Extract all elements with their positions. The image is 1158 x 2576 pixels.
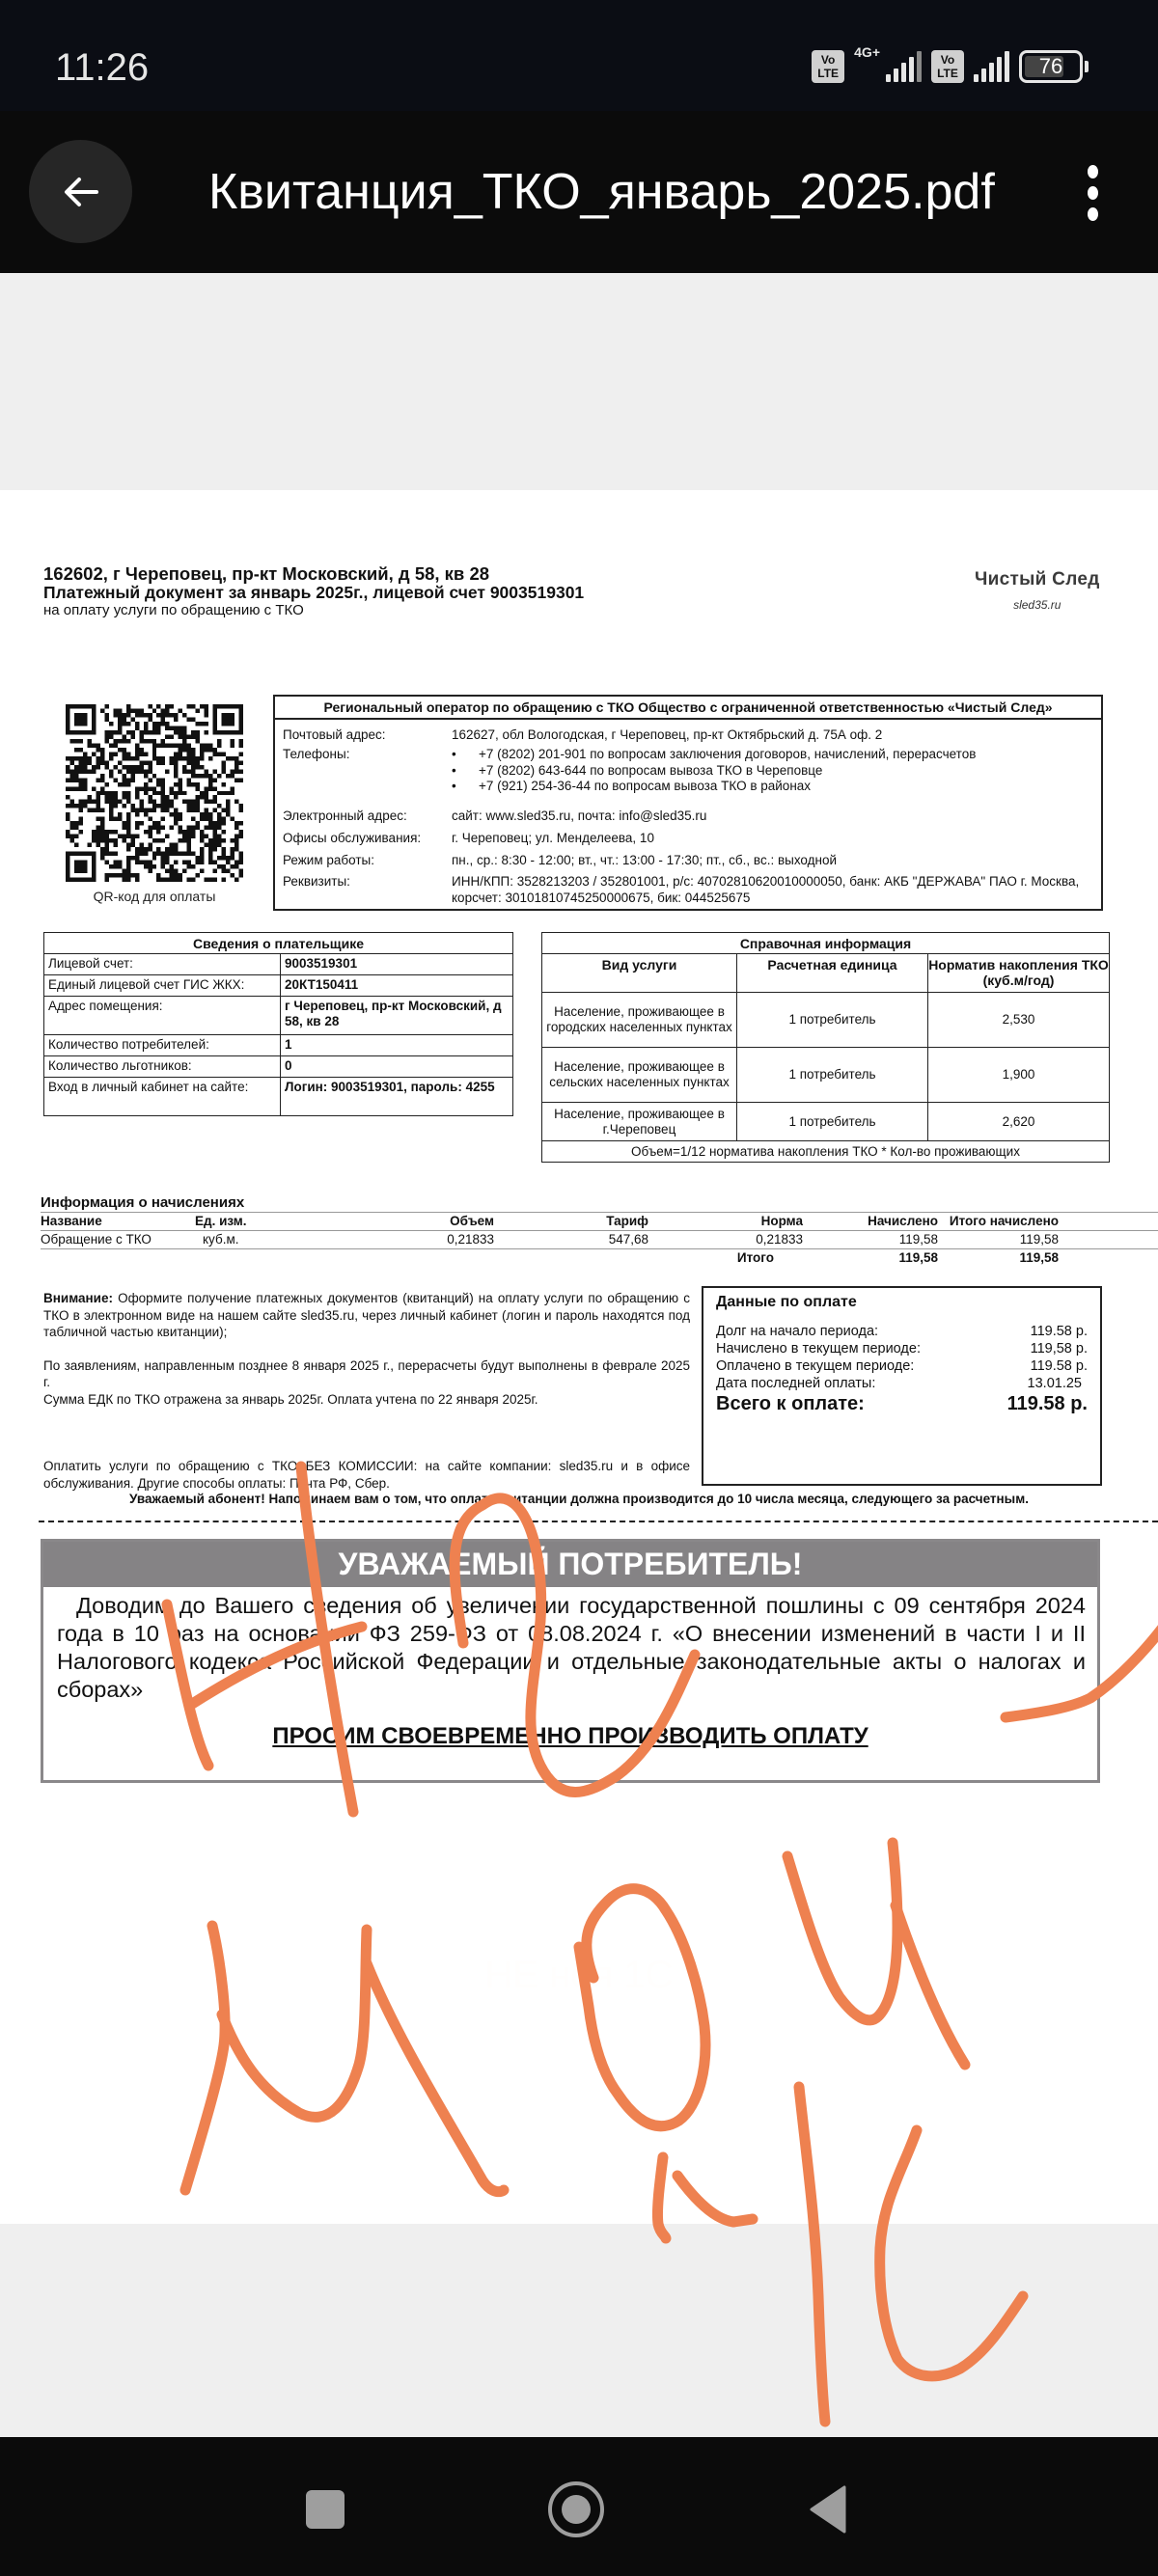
payment-value: 119,58 р. — [1030, 1341, 1088, 1357]
more-options-button[interactable] — [1065, 159, 1119, 227]
operator-value: 162627, обл Вологодская, г Череповец, пр-кт Октябрьский д. 75А оф. 2 — [452, 727, 883, 742]
payer-label: Количество льготников: — [44, 1056, 281, 1078]
payment-label: Начислено в текущем периоде: — [716, 1341, 921, 1357]
total-label: Итого — [736, 1250, 774, 1265]
charges-title: Информация о начислениях — [41, 1194, 1158, 1213]
reference-cell: 1 потребитель — [737, 993, 928, 1048]
column-header: Объем — [450, 1214, 494, 1228]
operator-value: пн., ср.: 8:30 - 12:00; вт., чт.: 13:00 - 17:30; пт., сб., вс.: выходной — [452, 853, 838, 867]
operator-row — [283, 831, 1093, 847]
attention-label: Внимание: — [43, 1291, 113, 1305]
recalc-note: По заявлениям, направленным позднее 8 января 2025 г., перерасчеты будут выполнены в феврале 2025 г. — [43, 1357, 690, 1389]
table-row — [44, 1056, 513, 1078]
announcement-box — [41, 1539, 1100, 1783]
edk-note: Сумма ЕДК по ТКО отражена за январь 2025г. Оплата учтена по 22 января 2025г. — [43, 1391, 538, 1407]
column-header: Расчетная единица — [737, 954, 928, 993]
pdf-viewer[interactable] — [0, 273, 1158, 2437]
table-row — [44, 954, 513, 975]
more-vertical-icon — [1088, 165, 1098, 178]
operator-row — [283, 727, 1093, 744]
attention-text: Оформите получение платежных документов (квитанций) на оплату услуги по обращению с ТКО в электронном виде на нашем сайте sled35.ru, через личный кабинет (логин и пароль находятся под табличной частью квитанции); — [43, 1291, 690, 1339]
column-header: Тариф — [606, 1214, 648, 1228]
recents-square-icon — [304, 2488, 346, 2531]
qr-caption: QR-код для оплаты — [93, 889, 216, 904]
battery-tip — [1085, 61, 1089, 72]
payment-row — [716, 1357, 1088, 1375]
payment-value: 13.01.25 — [1027, 1376, 1082, 1391]
payer-table — [43, 932, 513, 1116]
operator-value: ИНН/КПП: 3528213203 / 352801001, р/с: 40702810620010000050, банк: АКБ "ДЕРЖАВА" ПАО г. Москва, корсчет: 30101810745250000675, бик: 044525675 — [452, 874, 1080, 905]
reference-cell: 2,620 — [928, 1103, 1110, 1141]
operator-row — [283, 808, 1093, 825]
total-due-label: Всего к оплате: — [716, 1393, 865, 1414]
operator-label: Почтовый адрес: — [283, 727, 386, 742]
table-row — [44, 1035, 513, 1056]
table-row — [44, 997, 513, 1035]
total-due-value: 119.58 р. — [1006, 1393, 1088, 1414]
charge-cell: 119,58 — [898, 1232, 938, 1247]
operator-label: Офисы обслуживания: — [283, 831, 422, 845]
column-header: Норма — [760, 1214, 803, 1228]
announcement-body: Доводим до Вашего сведения об увеличении государственной пошлины с 09 сентября 2024 года в 10 раз на основании ФЗ 259-ФЗ от 08.08.2024 г. «О внесении изменений в части I и II Налогового кодекса Российской Федерации и отдельные законодательные акты о налогах и сборах» — [57, 1593, 1086, 1702]
document-title: Квитанция_ТКО_январь_2025.pdf — [208, 164, 995, 220]
table-row — [44, 975, 513, 997]
reference-cell: 1 потребитель — [737, 1048, 928, 1103]
column-header: Вид услуги — [542, 954, 737, 993]
app-bar — [0, 111, 1158, 273]
navigation-bar — [0, 2437, 1158, 2576]
more-dot — [1088, 207, 1098, 221]
payment-row — [716, 1340, 1088, 1357]
signal-icon — [886, 51, 922, 82]
home-circle-icon — [547, 2480, 605, 2538]
reference-cell: Население, проживающее в г.Череповец — [542, 1103, 737, 1141]
charge-cell: 547,68 — [608, 1232, 648, 1247]
announcement-cta: ПРОСИМ СВОЕВРЕМЕННО ПРОИЗВОДИТЬ ОПЛАТУ — [272, 1723, 868, 1749]
reference-table-title: Справочная информация — [542, 933, 1110, 954]
operator-label: Электронный адрес: — [283, 808, 407, 823]
operator-label: Режим работы: — [283, 853, 374, 867]
status-time: 11:26 — [55, 46, 150, 89]
payment-label: Долг на начало периода: — [716, 1324, 879, 1339]
table-row — [44, 1078, 513, 1116]
charge-cell: 0,21833 — [756, 1232, 803, 1247]
payment-reminder: Уважаемый абонент! Напоминаем вам о том, что оплата квитанции должна производится до 10 числа месяца, следующего за расчетным. — [129, 1492, 1029, 1506]
pdf-page — [0, 490, 1158, 2224]
column-header: Начислено — [868, 1214, 938, 1228]
phone-item: • +7 (8202) 643-644 по вопросам вывоза ТКО в Череповце — [452, 763, 1093, 780]
payer-value: 1 — [281, 1035, 513, 1056]
payment-value: 119.58 р. — [1030, 1358, 1088, 1374]
status-bar — [0, 0, 1158, 111]
arrow-left-icon — [60, 171, 102, 213]
payer-value: г Череповец, пр-кт Московский, д 58, кв 28 — [281, 997, 513, 1035]
status-icons — [812, 44, 1089, 83]
phone-item: • +7 (8202) 201-901 по вопросам заключения договоров, начислений, перерасчетов — [452, 747, 1093, 763]
payment-title: Данные по оплате — [716, 1294, 857, 1310]
operator-label: Телефоны: — [283, 747, 350, 761]
reference-footnote: Объем=1/12 норматива накопления ТКО * Кол-во проживающих — [542, 1141, 1110, 1163]
qr-modules — [66, 704, 243, 882]
volte-icon: Vo LTE — [812, 50, 844, 83]
column-header: Норматив накопления ТКО (куб.м/год) — [928, 954, 1110, 993]
charge-cell: куб.м. — [203, 1232, 239, 1247]
document-header — [43, 563, 584, 619]
document-heading: Платежный документ за январь 2025г., лицевой счет 9003519301 — [43, 583, 585, 602]
logo-site: sled35.ru — [1013, 598, 1062, 612]
phone-item: • +7 (921) 254-36-44 по вопросам вывоза ТКО в районах — [452, 779, 1093, 795]
payment-summary — [702, 1286, 1102, 1486]
table-row — [542, 1103, 1110, 1141]
back-button[interactable] — [29, 140, 132, 243]
system-back-button[interactable] — [793, 2476, 861, 2543]
qr-code — [66, 704, 243, 882]
charge-cell: 119,58 — [1019, 1232, 1059, 1247]
announcement-heading: УВАЖАЕМЫЙ ПОТРЕБИТЕЛЬ! — [43, 1542, 1097, 1587]
charge-cell: Обращение с ТКО — [41, 1232, 152, 1247]
reference-cell: 1 потребитель — [737, 1103, 928, 1141]
company-logo — [975, 569, 1100, 612]
payment-value: 119.58 р. — [1030, 1324, 1088, 1339]
volte-icon-sim2: Vo LTE — [931, 50, 964, 83]
battery-percent: 76 — [1038, 54, 1063, 78]
payment-label: Дата последней оплаты: — [716, 1376, 876, 1391]
payer-value: 0 — [281, 1056, 513, 1078]
notice-text — [43, 1290, 690, 1508]
payment-row — [716, 1375, 1088, 1392]
charge-cell: 0,21833 — [447, 1232, 494, 1247]
charges-header — [41, 1213, 1158, 1231]
signal-icon-sim2 — [974, 51, 1009, 82]
back-triangle-icon — [806, 2485, 848, 2534]
payer-table-title: Сведения о плательщике — [44, 933, 513, 954]
total-accrued: 119,58 — [898, 1250, 938, 1265]
payer-value: 9003519301 — [281, 954, 513, 975]
payment-label: Оплачено в текущем периоде: — [716, 1358, 915, 1374]
operator-row — [283, 853, 1093, 869]
more-dot — [1088, 186, 1098, 200]
table-row — [542, 1048, 1110, 1103]
payment-total — [716, 1392, 1088, 1415]
payer-address: 162602, г Череповец, пр-кт Московский, д 58, кв 28 — [43, 563, 490, 584]
payer-value: 20КТ150411 — [281, 975, 513, 997]
reference-cell: 1,900 — [928, 1048, 1110, 1103]
charges-section — [41, 1194, 1158, 1267]
cut-line — [39, 1521, 1158, 1522]
operator-row — [283, 874, 1093, 906]
document-subtitle: на оплату услуги по обращению с ТКО — [43, 602, 304, 618]
table-row — [41, 1231, 1158, 1249]
reference-cell: 2,530 — [928, 993, 1110, 1048]
operator-value: сайт: www.sled35.ru, почта: info@sled35.ru — [452, 808, 707, 823]
recents-button[interactable] — [291, 2476, 359, 2543]
charges-total-row — [41, 1249, 1158, 1267]
operator-title: Региональный оператор по обращению с ТКО Общество с ограниченной ответственностью «Чистый След» — [275, 697, 1101, 720]
payer-label: Вход в личный кабинет на сайте: — [44, 1078, 281, 1116]
payer-value: Логин: 9003519301, пароль: 4255 — [281, 1078, 513, 1116]
payer-label: Адрес помещения: — [44, 997, 281, 1035]
reference-table — [541, 932, 1110, 1163]
table-row — [542, 993, 1110, 1048]
home-button[interactable] — [542, 2476, 610, 2543]
payer-label: Лицевой счет: — [44, 954, 281, 975]
operator-info — [273, 695, 1103, 911]
column-header: Итого начислено — [949, 1214, 1059, 1228]
payer-label: Количество потребителей: — [44, 1035, 281, 1056]
total-sum: 119,58 — [1019, 1250, 1059, 1265]
payment-row — [716, 1323, 1088, 1340]
phone-list — [452, 747, 1093, 795]
payer-label: Единый лицевой счет ГИС ЖКХ: — [44, 975, 281, 997]
logo-name: Чистый След — [975, 569, 1100, 589]
battery-icon — [1019, 50, 1083, 83]
reference-cell: Население, проживающее в городских населенных пунктах — [542, 993, 737, 1048]
column-header: Ед. изм. — [195, 1214, 247, 1228]
network-type: 4G+ — [854, 44, 880, 60]
operator-row — [283, 747, 1093, 795]
pay-methods-note: Оплатить услуги по обращению с ТКО БЕЗ КОМИССИИ: на сайте компании: sled35.ru и в офисе обслуживания. Другие способы оплаты: Почта РФ, Сбер. — [43, 1459, 690, 1491]
operator-label: Реквизиты: — [283, 874, 350, 889]
column-header: Название — [41, 1214, 102, 1228]
operator-value: г. Череповец; ул. Менделеева, 10 — [452, 831, 654, 845]
reference-cell: Население, проживающее в сельских населенных пунктах — [542, 1048, 737, 1103]
